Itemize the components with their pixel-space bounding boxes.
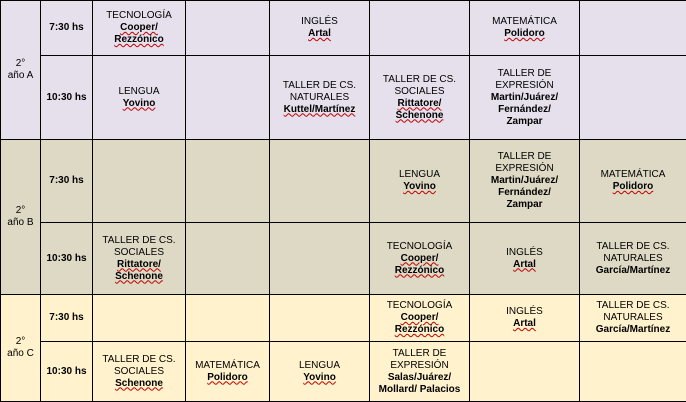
teacher-name: Rezzónico	[372, 324, 467, 336]
subject-label: EXPRESIÓN	[472, 163, 577, 175]
teacher-name: Cooper/	[372, 253, 467, 265]
teacher-name: Artal	[472, 318, 577, 330]
subject-label: TECNOLOGÍA	[372, 241, 467, 253]
teacher-name: Rezzónico	[95, 34, 183, 46]
section-group: año B	[3, 217, 38, 229]
teacher-name: Salas/Juárez/	[372, 372, 467, 384]
class-cell	[93, 140, 186, 223]
subject-label: MATEMÁTICA	[472, 16, 577, 28]
subject-label: TECNOLOGÍA	[372, 300, 467, 312]
subject-label: TECNOLOGÍA	[95, 10, 183, 22]
class-cell	[470, 1, 580, 56]
subject-label: TALLER DE CS.	[272, 80, 367, 92]
section-year: 2°	[3, 58, 38, 70]
class-cell	[580, 1, 686, 56]
schedule-row	[1, 342, 686, 402]
subject-label: EXPRESIÓN	[472, 80, 577, 92]
teacher-name: Schenone	[95, 271, 183, 283]
class-cell	[186, 342, 270, 402]
class-cell	[270, 140, 370, 223]
time-cell: 10:30 hs	[41, 342, 93, 402]
class-cell	[186, 295, 270, 342]
time-cell: 7:30 hs	[41, 295, 93, 342]
subject-label: TALLER DE	[372, 348, 467, 360]
subject-label: LENGUA	[272, 360, 367, 372]
teacher-name: Polidoro	[472, 28, 577, 40]
class-cell	[580, 295, 686, 342]
subject-label: SOCIALES	[372, 86, 467, 98]
subject-label: SOCIALES	[95, 247, 183, 259]
subject-label: NATURALES	[582, 312, 684, 324]
section-year: 2°	[3, 336, 38, 348]
class-cell	[370, 1, 470, 56]
subject-label: NATURALES	[272, 92, 367, 104]
teacher-name: Zampar	[472, 199, 577, 211]
teacher-name: Fernández/	[472, 187, 577, 199]
class-cell	[580, 342, 686, 402]
teacher-name: Polidoro	[582, 181, 684, 193]
class-cell	[580, 140, 686, 223]
class-cell	[470, 140, 580, 223]
section-label	[1, 1, 41, 140]
teacher-name: Polidoro	[188, 372, 267, 384]
class-cell	[580, 56, 686, 140]
class-cell	[270, 295, 370, 342]
class-cell	[470, 342, 580, 402]
class-cell	[370, 342, 470, 402]
subject-label: TALLER DE CS.	[372, 74, 467, 86]
teacher-name: Schenone	[372, 110, 467, 122]
subject-label: EXPRESIÓN	[372, 360, 467, 372]
teacher-name: Zampar	[472, 116, 577, 128]
schedule-body	[1, 1, 686, 402]
class-cell	[186, 56, 270, 140]
subject-label: NATURALES	[582, 253, 684, 265]
class-cell	[370, 295, 470, 342]
class-cell	[93, 295, 186, 342]
subject-label: TALLER DE CS.	[95, 235, 183, 247]
class-cell	[470, 56, 580, 140]
class-cell	[93, 56, 186, 140]
time-cell: 7:30 hs	[41, 1, 93, 56]
class-cell	[93, 223, 186, 295]
class-cell	[370, 223, 470, 295]
class-cell	[470, 295, 580, 342]
teacher-name: Rezzónico	[372, 265, 467, 277]
subject-label: TALLER DE	[472, 151, 577, 163]
schedule-row	[1, 295, 686, 342]
teacher-name: Rittatore/	[372, 98, 467, 110]
teacher-name: García/Martínez	[582, 265, 684, 277]
teacher-name: Martin/Juárez/	[472, 92, 577, 104]
class-cell	[186, 140, 270, 223]
class-cell	[270, 1, 370, 56]
class-cell	[270, 56, 370, 140]
subject-label: TALLER DE CS.	[582, 300, 684, 312]
teacher-name: Cooper/	[95, 22, 183, 34]
class-cell	[580, 223, 686, 295]
section-label	[1, 140, 41, 295]
teacher-name: Artal	[472, 259, 577, 271]
subject-label: INGLÉS	[472, 247, 577, 259]
class-cell	[370, 140, 470, 223]
teacher-name: Cooper/	[372, 312, 467, 324]
subject-label: SOCIALES	[95, 366, 183, 378]
subject-label: MATEMÁTICA	[188, 360, 267, 372]
subject-label: INGLÉS	[272, 16, 367, 28]
teacher-name: Fernández/	[472, 104, 577, 116]
subject-label: LENGUA	[95, 86, 183, 98]
schedule-row	[1, 140, 686, 223]
subject-label: TALLER DE	[472, 68, 577, 80]
section-group: año A	[3, 70, 38, 82]
teacher-name: Martin/Juárez/	[472, 175, 577, 187]
section-year: 2°	[3, 205, 38, 217]
class-cell	[470, 223, 580, 295]
subject-label: LENGUA	[372, 169, 467, 181]
teacher-name: Yovino	[95, 98, 183, 110]
teacher-name: Yovino	[372, 181, 467, 193]
time-cell: 7:30 hs	[41, 140, 93, 223]
teacher-name: Schenone	[95, 378, 183, 390]
teacher-name: Yovino	[272, 372, 367, 384]
time-cell: 10:30 hs	[41, 223, 93, 295]
schedule-row	[1, 1, 686, 56]
subject-label: MATEMÁTICA	[582, 169, 684, 181]
subject-label: TALLER DE CS.	[582, 241, 684, 253]
class-cell	[93, 342, 186, 402]
section-group: año C	[3, 348, 38, 360]
subject-label: INGLÉS	[472, 306, 577, 318]
time-cell: 10:30 hs	[41, 56, 93, 140]
schedule-row	[1, 56, 686, 140]
class-cell	[186, 223, 270, 295]
class-cell	[270, 342, 370, 402]
teacher-name: García/Martínez	[582, 324, 684, 336]
teacher-name: Mollard/ Palacios	[372, 384, 467, 396]
schedule-row	[1, 223, 686, 295]
teacher-name: Rittatore/	[95, 259, 183, 271]
section-label	[1, 295, 41, 402]
class-cell	[370, 56, 470, 140]
teacher-name: Kuttel/Martínez	[272, 104, 367, 116]
class-cell	[93, 1, 186, 56]
class-cell	[186, 1, 270, 56]
teacher-name: Artal	[272, 28, 367, 40]
subject-label: TALLER DE CS.	[95, 354, 183, 366]
class-cell	[270, 223, 370, 295]
